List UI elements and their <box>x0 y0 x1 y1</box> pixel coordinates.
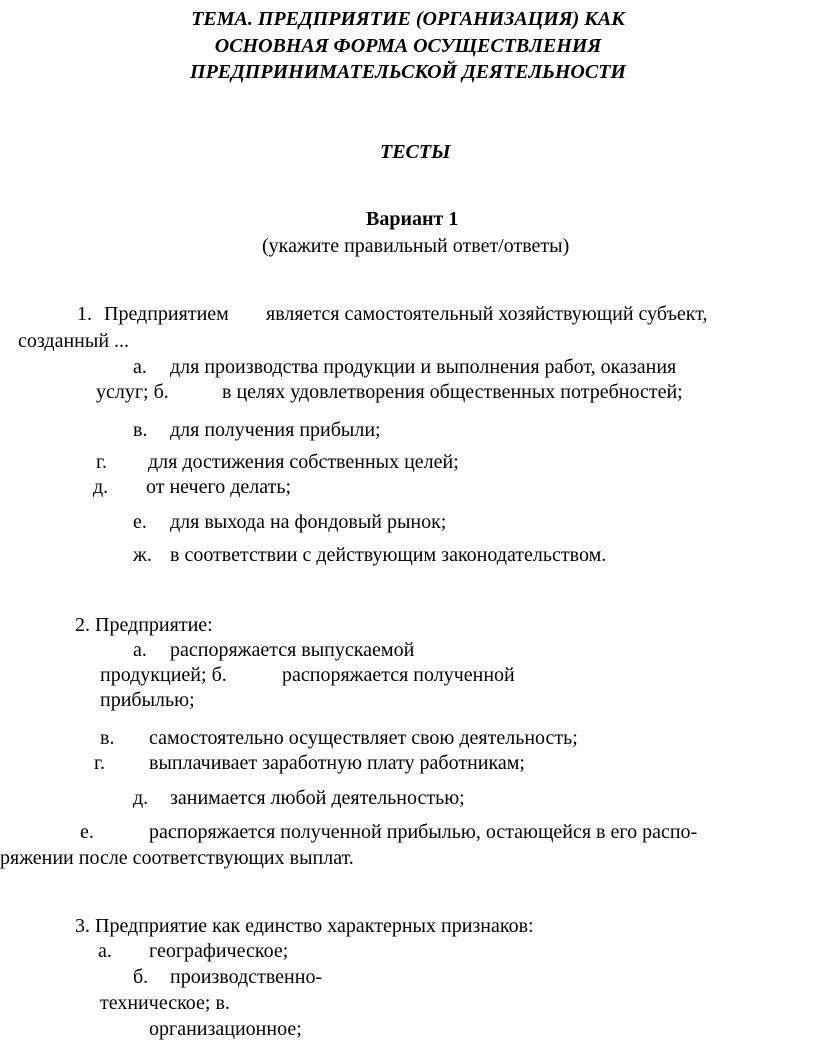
q3-option-v-text: организационное; <box>149 1018 302 1040</box>
q3-option-b-text: производственно- <box>170 966 323 988</box>
title-line-3: ПРЕДПРИНИМАТЕЛЬСКОЙ ДЕЯТЕЛЬНОСТИ <box>190 61 626 83</box>
q3-stem: 3. Предприятие как единство характерных признаков: <box>75 915 534 937</box>
q2-option-v-letter: в. <box>100 727 115 749</box>
q2-option-g-letter: г. <box>94 752 105 774</box>
q1-option-e-letter: е. <box>133 511 147 533</box>
q2-option-g-text: выплачивает заработную плату работникам; <box>149 752 525 774</box>
q1-option-zh-letter: ж. <box>133 544 152 566</box>
q1-option-v-text: для получения прибыли; <box>170 419 381 441</box>
q1-text-cont: созданный ... <box>18 330 130 352</box>
q1-text-a: Предприятием <box>104 303 229 325</box>
q2-option-a-cont: продукцией; б. <box>100 664 227 686</box>
q3-option-a-letter: а. <box>98 940 112 962</box>
instruction-text: (укажите правильный ответ/ответы) <box>262 235 570 257</box>
q1-option-zh-text: в соответствии с действующим законодательством. <box>170 544 607 566</box>
q1-option-a-text: для производства продукции и выполнения работ, оказания <box>170 356 677 378</box>
q2-option-a-letter: а. <box>133 639 147 661</box>
q1-option-a-letter: а. <box>133 356 147 378</box>
q2-option-b-cont: прибылью; <box>100 689 195 711</box>
q1-option-g-letter: г. <box>96 451 107 473</box>
q2-option-b-text: распоряжается полученной <box>282 664 515 686</box>
q2-option-a-text: распоряжается выпускаемой <box>170 639 415 661</box>
q3-option-b-letter: б. <box>133 966 149 988</box>
q1-option-g-text: для достижения собственных целей; <box>148 451 459 473</box>
q2-option-e-letter: е. <box>80 821 94 843</box>
q2-option-v-text: самостоятельно осуществляет свою деятельность; <box>149 727 578 749</box>
q2-option-d-letter: д. <box>133 787 149 809</box>
q3-option-b-cont: техническое; в. <box>100 992 230 1014</box>
title-line-2: ОСНОВНАЯ ФОРМА ОСУЩЕСТВЛЕНИЯ <box>214 35 602 57</box>
q1-number: 1. <box>77 303 92 325</box>
q1-option-v-letter: в. <box>133 419 148 441</box>
q1-option-d-text: от нечего делать; <box>146 476 292 498</box>
q1-option-b-text: в целях удовлетворения общественных потребностей; <box>222 381 683 403</box>
tests-heading: ТЕСТЫ <box>380 141 451 163</box>
title-line-1: ТЕМА. ПРЕДПРИЯТИЕ (ОРГАНИЗАЦИЯ) КАК <box>191 8 625 30</box>
q2-option-e-cont: ряжении после соответствующих выплат. <box>0 847 354 869</box>
q2-stem: 2. Предприятие: <box>75 614 213 636</box>
q1-option-e-text: для выхода на фондовый рынок; <box>170 511 447 533</box>
q3-option-a-text: географическое; <box>149 940 289 962</box>
q1-option-a-cont: услуг; б. <box>96 381 169 403</box>
q2-option-d-text: занимается любой деятельностью; <box>170 787 465 809</box>
variant-heading: Вариант 1 <box>366 208 459 230</box>
q1-text-b: является самостоятельный хозяйствующий субъект, <box>266 303 708 325</box>
q1-option-d-letter: д. <box>93 476 109 498</box>
q2-option-e-text: распоряжается полученной прибылью, остающейся в его распо- <box>149 821 698 843</box>
